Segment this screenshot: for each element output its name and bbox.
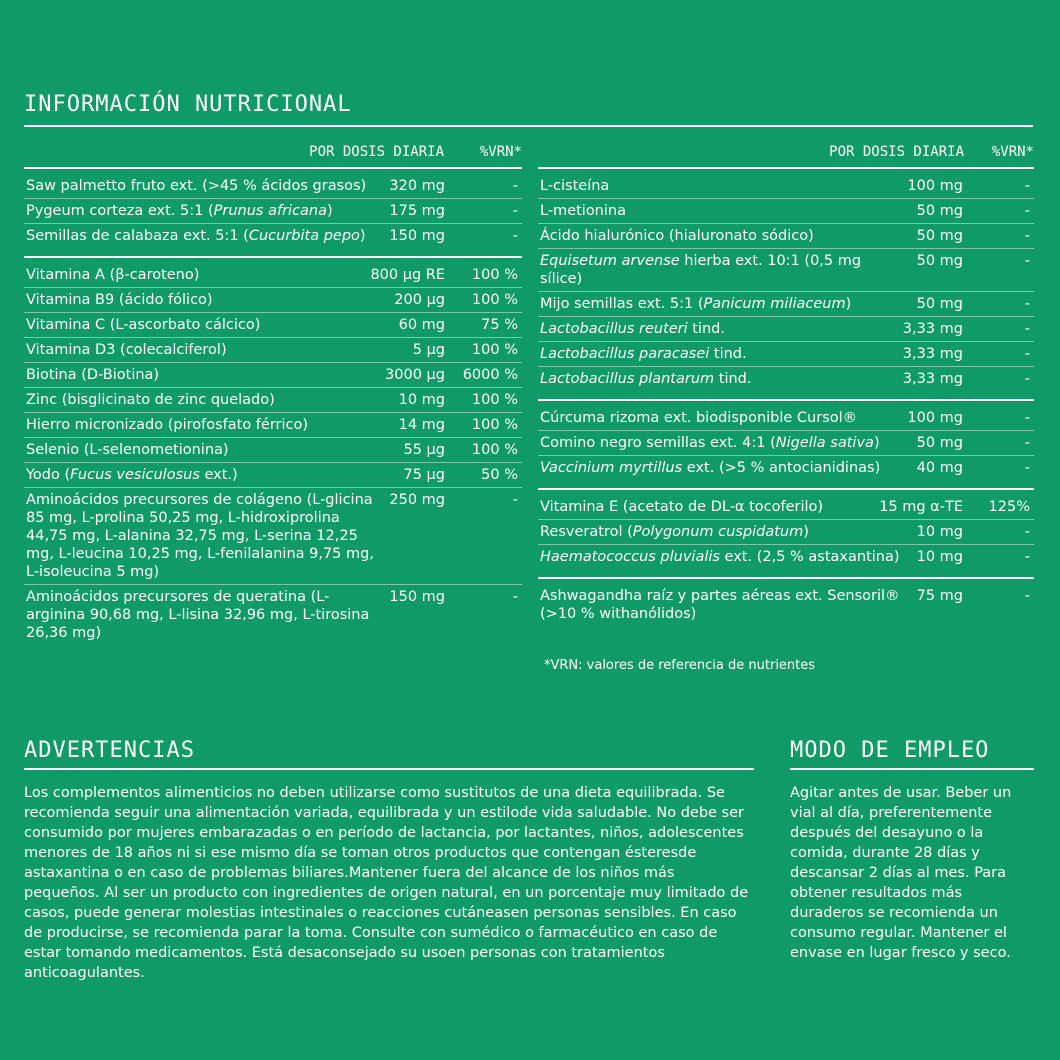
nutrient-name — [540, 295, 900, 313]
nutrient-name: L-metionina — [540, 203, 626, 219]
nutrient-name: Aminoácidos precursores de colágeno (L-glicina 85 mg, L-prolina 50,25 mg, L-hidroxiprolina 44,75 mg, L-alanina 32,75 mg, L-serina 12,25 mg, L-leucina 10,25 mg, L-fenilalanina 9,75 mg, L-isoleucina 5 mg) — [26, 492, 374, 580]
nutrient-latin-name: Prunus africana — [213, 203, 328, 219]
nutrient-vrn: 6000 % — [462, 367, 518, 383]
table-header-left — [24, 140, 522, 167]
nutrient-dose: 75 mg — [916, 588, 963, 604]
usage-divider — [790, 768, 1034, 770]
nutrient-name: Saw palmetto fruto ext. (>45 % ácidos grasos) — [26, 178, 367, 194]
nutrient-dose: 50 mg — [916, 228, 963, 244]
table-body-right — [538, 167, 1034, 634]
nutrient-vrn: 125% — [988, 499, 1030, 515]
nutrient-dose: 3,33 mg — [902, 371, 963, 387]
nutrient-vrn: 50 % — [481, 467, 518, 483]
nutrient-latin-name: Nigella sativa — [775, 435, 874, 451]
table-row — [538, 224, 1034, 249]
nutrient-dose: 100 mg — [907, 178, 963, 194]
nutrient-dose: 250 mg — [389, 492, 445, 508]
nutrient-dose: 75 μg — [403, 467, 445, 483]
warnings-paragraph: Los complementos alimenticios no deben utilizarse como sustitutos de una dieta equilibrada. Se recomienda seguir una alimentación variada, equilibrada y un estilode vida saludable. No debe ser consumido por mujeres embarazadas o en período de lactancia, por lactantes, niños, adolescentes menores de 18 años ni si ese mismo día se toman otros productos que contengan ésteresde astaxantina o en caso de problemas biliares.Mantener fuera del alcance de los niños más pequeños. Al ser un producto con ingredientes de origen natural, en un porcentaje muy limitado de casos, puede generar molestias intestinales o reacciones cutáneasen personas sensibles. En caso de producirse, se recomienda parar la toma. Consulte con sumédico o farmacéutico en caso de estar tomando medicamentos. Está desaconsejado su usoen personas con tratamientos anticoagulantes. — [24, 785, 749, 981]
table-row — [24, 438, 522, 463]
nutrient-dose: 800 μg RE — [370, 267, 445, 283]
table-row — [538, 584, 1034, 626]
nutrient-dose: 320 mg — [389, 178, 445, 194]
title-divider — [24, 125, 1033, 127]
nutrient-name-text: Resveratrol ( — [540, 524, 633, 540]
nutrient-vrn: 100 % — [471, 267, 518, 283]
nutrient-vrn: - — [512, 178, 518, 194]
warnings-divider — [24, 768, 754, 770]
table-row — [24, 463, 522, 488]
nutrient-name-text: ext. (>5 % antocianidinas) — [682, 460, 881, 476]
nutrient-vrn: 100 % — [471, 292, 518, 308]
nutrient-name: L-cisteína — [540, 178, 610, 194]
nutrition-table-left — [24, 140, 522, 653]
nutrient-dose: 200 μg — [394, 292, 445, 308]
table-row — [538, 342, 1034, 367]
table-row — [24, 224, 522, 248]
nutrient-dose: 150 mg — [389, 589, 445, 605]
nutrient-name — [26, 466, 376, 484]
nutrient-name-text: ) — [359, 228, 366, 244]
nutrient-dose: 50 mg — [916, 296, 963, 312]
nutrient-vrn: 100 % — [471, 392, 518, 408]
table-row — [538, 174, 1034, 199]
table-row — [538, 406, 1034, 431]
nutrient-dose: 10 mg — [916, 524, 963, 540]
table-row — [538, 199, 1034, 224]
nutrient-name: Zinc (bisglicinato de zinc quelado) — [26, 392, 275, 408]
nutrition-title: INFORMACIÓN NUTRICIONAL — [24, 92, 352, 117]
table-row — [538, 317, 1034, 342]
nutrient-group — [538, 167, 1034, 399]
table-row — [24, 288, 522, 313]
table-row — [538, 456, 1034, 480]
nutrient-dose: 3000 μg — [385, 367, 445, 383]
usage-title: MODO DE EMPLEO — [790, 738, 990, 763]
nutrient-name — [540, 548, 900, 566]
nutrient-name-text: ) — [327, 203, 333, 219]
table-row — [24, 174, 522, 199]
nutrient-dose: 10 mg — [398, 392, 445, 408]
nutrient-name-text: Semillas de calabaza ext. 5:1 ( — [26, 228, 249, 244]
nutrient-dose: 15 mg α-TE — [879, 499, 963, 515]
nutrient-vrn: - — [1024, 296, 1030, 312]
warnings-text — [24, 783, 754, 983]
nutrient-vrn: - — [1024, 203, 1030, 219]
nutrient-name: Vitamina C (L-ascorbato cálcico) — [26, 317, 261, 333]
table-row — [538, 249, 1034, 292]
nutrient-name-text: ) — [845, 296, 852, 312]
nutrient-name: Aminoácidos precursores de queratina (L-arginina 90,68 mg, L-lisina 32,96 mg, L-tirosina 26,36 mg) — [26, 589, 370, 641]
nutrient-dose: 10 mg — [916, 549, 963, 565]
nutrient-group — [24, 256, 522, 653]
nutrient-vrn: - — [1024, 588, 1030, 604]
table-row — [24, 363, 522, 388]
nutrient-name — [540, 523, 900, 541]
nutrient-dose: 50 mg — [916, 203, 963, 219]
nutrient-name — [540, 434, 900, 452]
table-row — [24, 488, 522, 585]
nutrient-vrn: - — [1024, 321, 1030, 337]
nutrient-name-text: tind. — [714, 371, 752, 387]
nutrient-name-text: hierba ext. 10:1 (0,5 mg sílice) — [540, 253, 862, 287]
nutrient-vrn: - — [1024, 346, 1030, 362]
nutrient-group — [538, 488, 1034, 577]
nutrient-name-text: tind. — [709, 346, 747, 362]
nutrition-table-right — [538, 140, 1034, 673]
nutrient-name — [540, 345, 900, 363]
nutrient-latin-name: Lactobacillus reuteri — [540, 321, 688, 337]
nutrient-vrn: 100 % — [471, 442, 518, 458]
nutrient-vrn: 100 % — [471, 342, 518, 358]
nutrient-name-text: Yodo ( — [26, 467, 71, 483]
nutrient-vrn: - — [1024, 410, 1030, 426]
nutrient-name: Selenio (L-selenometionina) — [26, 442, 229, 458]
nutrient-group — [538, 399, 1034, 488]
nutrient-latin-name: Cucurbita pepo — [248, 228, 360, 244]
nutrient-vrn: - — [1024, 178, 1030, 194]
nutrient-latin-name: Fucus vesiculosus — [70, 467, 200, 483]
nutrient-latin-name: Vaccinium myrtillus — [540, 460, 683, 476]
vrn-header: %VRN* — [991, 144, 1034, 160]
nutrient-dose: 3,33 mg — [902, 346, 963, 362]
nutrient-vrn: - — [512, 228, 518, 244]
table-row — [24, 338, 522, 363]
nutrient-dose: 175 mg — [389, 203, 445, 219]
nutrient-vrn: - — [1024, 253, 1030, 269]
nutrient-dose: 40 mg — [916, 460, 963, 476]
nutrient-name-text: ext.) — [199, 467, 238, 483]
nutrient-latin-name: Lactobacillus plantarum — [540, 371, 715, 387]
nutrient-group — [538, 577, 1034, 634]
table-row — [538, 367, 1034, 391]
dose-header: POR DOSIS DIARIA — [309, 144, 444, 160]
nutrient-name — [540, 320, 900, 338]
nutrient-name: Biotina (D-Biotina) — [26, 367, 160, 383]
vrn-footnote: *VRN: valores de referencia de nutrientes — [544, 658, 816, 673]
usage-paragraph: Agitar antes de usar. Beber un vial al día, preferentemente después del desayuno o la comida, durante 28 días y descansar 2 días al mes. Para obtener resultados más duraderos se recomienda un consumo regular. Mantener el envase en lugar fresco y seco. — [790, 785, 1012, 961]
nutrient-name-text: ext. (2,5 % astaxantina) — [719, 549, 900, 565]
table-row — [538, 520, 1034, 545]
nutrient-name: Vitamina B9 (ácido fólico) — [26, 292, 213, 308]
nutrient-vrn: - — [1024, 524, 1030, 540]
table-body-left — [24, 167, 522, 653]
nutrient-name-text: ) — [873, 435, 880, 451]
nutrient-name: Ácido hialurónico (hialuronato sódico) — [540, 228, 814, 244]
nutrient-vrn: - — [512, 203, 518, 219]
nutrient-name — [540, 252, 900, 288]
nutrient-vrn: - — [1024, 435, 1030, 451]
nutrient-vrn: - — [1024, 371, 1030, 387]
nutrient-dose: 150 mg — [389, 228, 445, 244]
nutrient-name — [26, 202, 376, 220]
nutrient-vrn: - — [1024, 228, 1030, 244]
nutrient-name — [540, 459, 900, 477]
nutrient-vrn: 75 % — [481, 317, 518, 333]
nutrient-latin-name: Lactobacillus paracasei — [540, 346, 710, 362]
nutrient-vrn: - — [512, 589, 518, 605]
table-row — [24, 413, 522, 438]
nutrient-name-text: Comino negro semillas ext. 4:1 ( — [540, 435, 776, 451]
table-row — [538, 431, 1034, 456]
nutrient-vrn: - — [1024, 549, 1030, 565]
nutrient-dose: 5 μg — [412, 342, 445, 358]
nutrient-dose: 100 mg — [907, 410, 963, 426]
nutrient-name: Hierro micronizado (pirofosfato férrico) — [26, 417, 309, 433]
nutrient-vrn: 100 % — [471, 417, 518, 433]
warnings-title: ADVERTENCIAS — [24, 738, 195, 763]
nutrient-latin-name: Panicum miliaceum — [703, 296, 846, 312]
nutrient-dose: 3,33 mg — [902, 321, 963, 337]
table-row — [24, 263, 522, 288]
nutrient-dose: 50 mg — [916, 253, 963, 269]
nutrient-name-text: Mijo semillas ext. 5:1 ( — [540, 296, 704, 312]
table-row — [538, 545, 1034, 569]
nutrient-name-text: Pygeum corteza ext. 5:1 ( — [26, 203, 214, 219]
nutrient-name: Ashwagandha raíz y partes aéreas ext. Sensoril® (>10 % withanólidos) — [540, 588, 900, 622]
nutrient-name-text: tind. — [687, 321, 725, 337]
nutrient-dose: 60 mg — [398, 317, 445, 333]
vrn-header: %VRN* — [479, 144, 522, 160]
nutrient-latin-name: Haematococcus pluvialis — [540, 549, 720, 565]
usage-text — [790, 783, 1030, 963]
table-row — [24, 585, 522, 645]
nutrient-name: Vitamina D3 (colecalciferol) — [26, 342, 227, 358]
table-row — [24, 388, 522, 413]
nutrient-name: Cúrcuma rizoma ext. biodisponible Cursol® — [540, 410, 858, 426]
nutrient-vrn: - — [512, 492, 518, 508]
nutrient-name — [540, 370, 900, 388]
dose-header: POR DOSIS DIARIA — [829, 144, 964, 160]
table-row — [24, 199, 522, 224]
table-header-right — [538, 140, 1034, 167]
nutrient-dose: 14 mg — [398, 417, 445, 433]
table-row — [538, 495, 1034, 520]
nutrient-name — [26, 227, 376, 245]
nutrient-latin-name: Equisetum arvense — [540, 253, 680, 269]
nutrient-name-text: ) — [803, 524, 809, 540]
nutrient-name: Vitamina A (β-caroteno) — [26, 267, 200, 283]
nutrient-vrn: - — [1024, 460, 1030, 476]
table-row — [24, 313, 522, 338]
nutrient-name: Vitamina E (acetato de DL-α tocoferilo) — [540, 499, 824, 515]
nutrient-dose: 50 mg — [916, 435, 963, 451]
table-row — [538, 292, 1034, 317]
nutrient-dose: 55 μg — [403, 442, 445, 458]
nutrient-group — [24, 167, 522, 256]
nutrient-latin-name: Polygonum cuspidatum — [632, 524, 804, 540]
